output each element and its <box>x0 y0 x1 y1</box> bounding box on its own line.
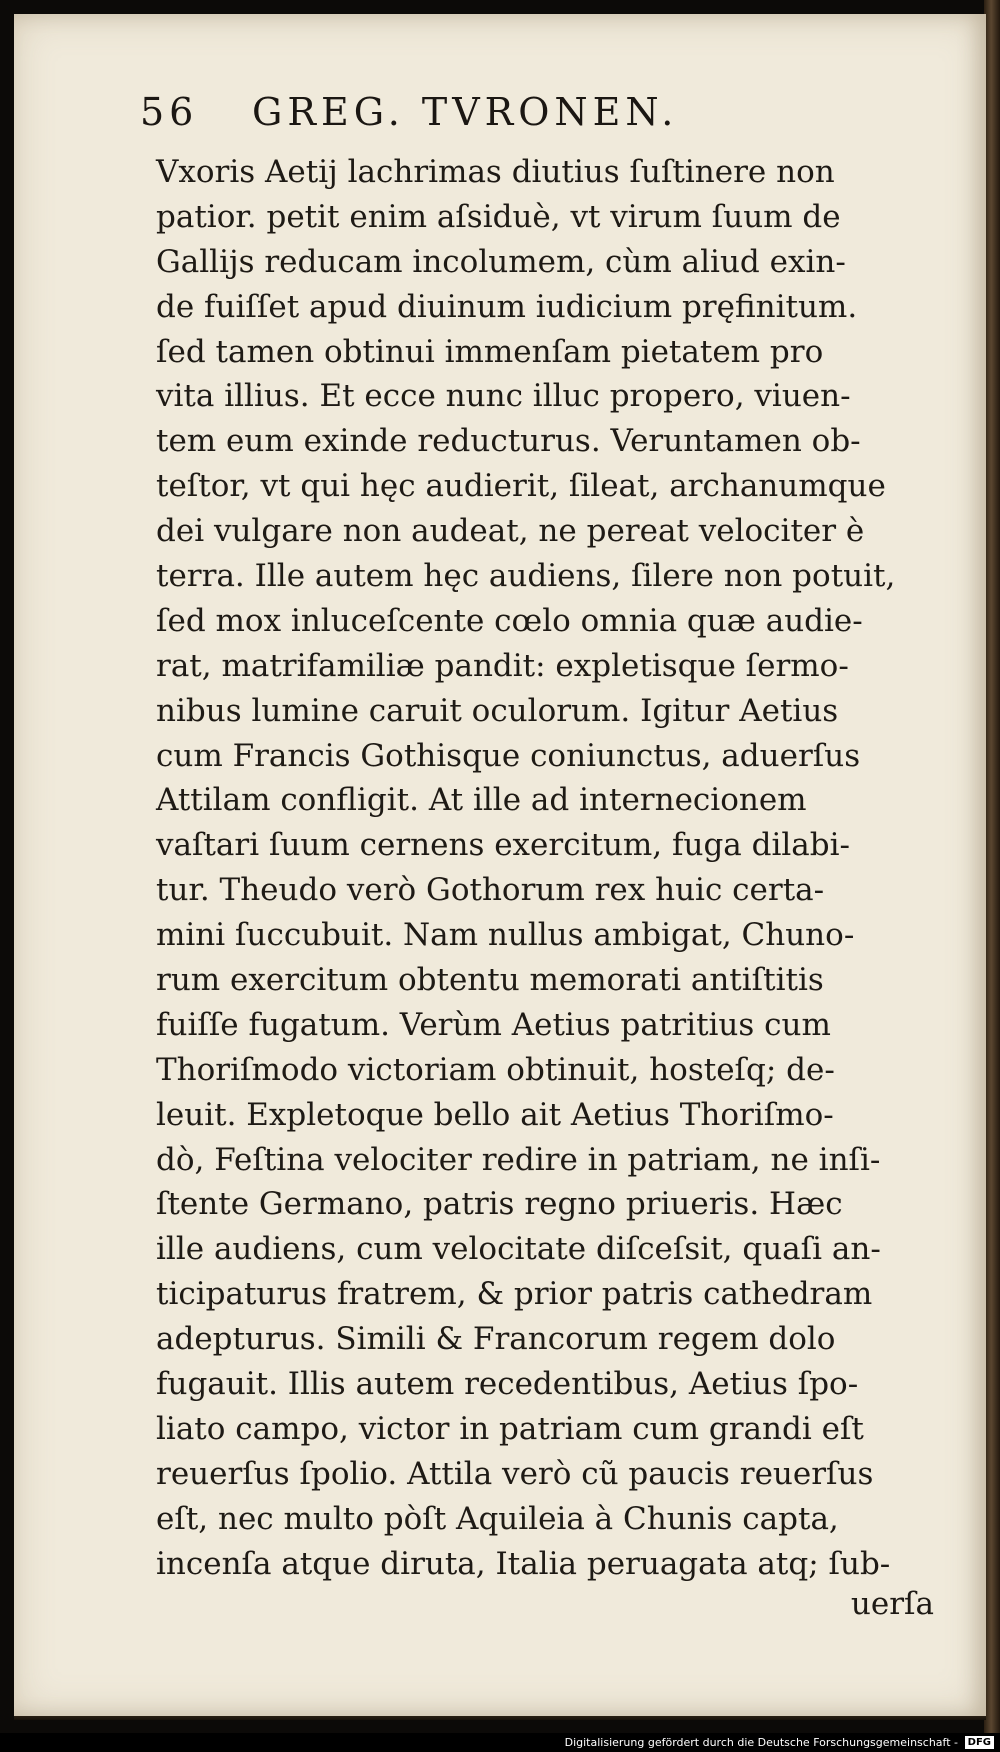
digitization-footer <box>0 1733 1000 1752</box>
text-line: fugauit. Illis autem recedentibus, Aetius ſpo- <box>156 1366 859 1403</box>
page-header <box>140 84 840 144</box>
text-line: incenſa atque diruta, Italia peruagata atq; ſub- <box>156 1545 891 1582</box>
page-number: 56 <box>140 90 199 134</box>
text-line: teſtor, vt qui hęc audierit, ſileat, archanumque <box>156 468 886 505</box>
text-line: adepturus. Simili & Francorum regem dolo <box>156 1321 836 1358</box>
text-line: ſtente Germano, patris regno priueris. Hæc <box>156 1186 843 1223</box>
text-line: cum Francis Gothisque coniunctus, aduerſus <box>156 737 861 774</box>
text-line: terra. Ille autem hęc audiens, ſilere non potuit, <box>156 558 896 595</box>
text-line: ſed mox inluceſcente cœlo omnia quæ audie- <box>156 602 863 639</box>
body-text <box>156 150 922 1587</box>
text-line: Vxoris Aetij lachrimas diutius ſuſtinere non <box>156 154 835 190</box>
text-line: reuerſus ſpolio. Attila verò cũ paucis reuerſus <box>156 1455 874 1492</box>
dfg-logo: DFG <box>965 1736 994 1749</box>
footer-credit-text: Digitalisierung gefördert durch die Deutsche Forschungsgemeinschaft - <box>564 1736 958 1749</box>
book-spine-edge <box>984 0 1000 1752</box>
text-line: leuit. Expletoque bello ait Aetius Thoriſmo- <box>156 1096 834 1133</box>
text-line: nibus lumine caruit oculorum. Igitur Aetius <box>156 692 839 729</box>
text-line: vaſtari ſuum cernens exercitum, fuga dilabi- <box>156 827 851 864</box>
text-line: dò, Feſtina velociter redire in patriam, ne inſi- <box>156 1141 881 1178</box>
text-line: dei vulgare non audeat, ne pereat velociter è <box>156 513 865 550</box>
text-line: de fuiſſet apud diuinum iudicium pręfinitum. <box>156 288 858 325</box>
text-line: rum exercitum obtentu memorati antiſtitis <box>156 962 824 999</box>
text-line: Attilam confligit. At ille ad internecionem <box>156 782 807 819</box>
catchword: uerſa <box>850 1586 934 1622</box>
text-line: Gallijs reducam incolumem, cùm aliud exin- <box>156 243 846 280</box>
text-line: fuiſſe fugatum. Verùm Aetius patritius cum <box>156 1006 831 1043</box>
text-line: Thoriſmodo victoriam obtinuit, hosteſq; de- <box>156 1051 835 1088</box>
text-line: mini ſuccubuit. Nam nullus ambigat, Chuno- <box>156 917 855 954</box>
text-line: patior. petit enim aſsiduè, vt virum ſuum de <box>156 198 841 235</box>
text-line: ticipaturus fratrem, & prior patris cathedram <box>156 1276 873 1313</box>
running-title: GREG. TVRONEN. <box>252 90 679 134</box>
text-line: tem eum exinde reducturus. Veruntamen ob- <box>156 423 861 460</box>
text-line: vita illius. Et ecce nunc illuc propero, viuen- <box>156 378 851 415</box>
text-line: tur. Theudo verò Gothorum rex huic certa- <box>156 872 825 909</box>
text-line: eſt, nec multo pòſt Aquileia à Chunis capta, <box>156 1500 839 1537</box>
text-line: liato campo, victor in patriam cum grandi eſt <box>156 1410 864 1447</box>
text-line: rat, matrifamiliæ pandit: expletisque ſermo- <box>156 647 849 684</box>
text-line: ſed tamen obtinui immenſam pietatem pro <box>156 333 824 370</box>
text-line: ille audiens, cum velocitate diſceſsit, quaſi an- <box>156 1231 881 1268</box>
